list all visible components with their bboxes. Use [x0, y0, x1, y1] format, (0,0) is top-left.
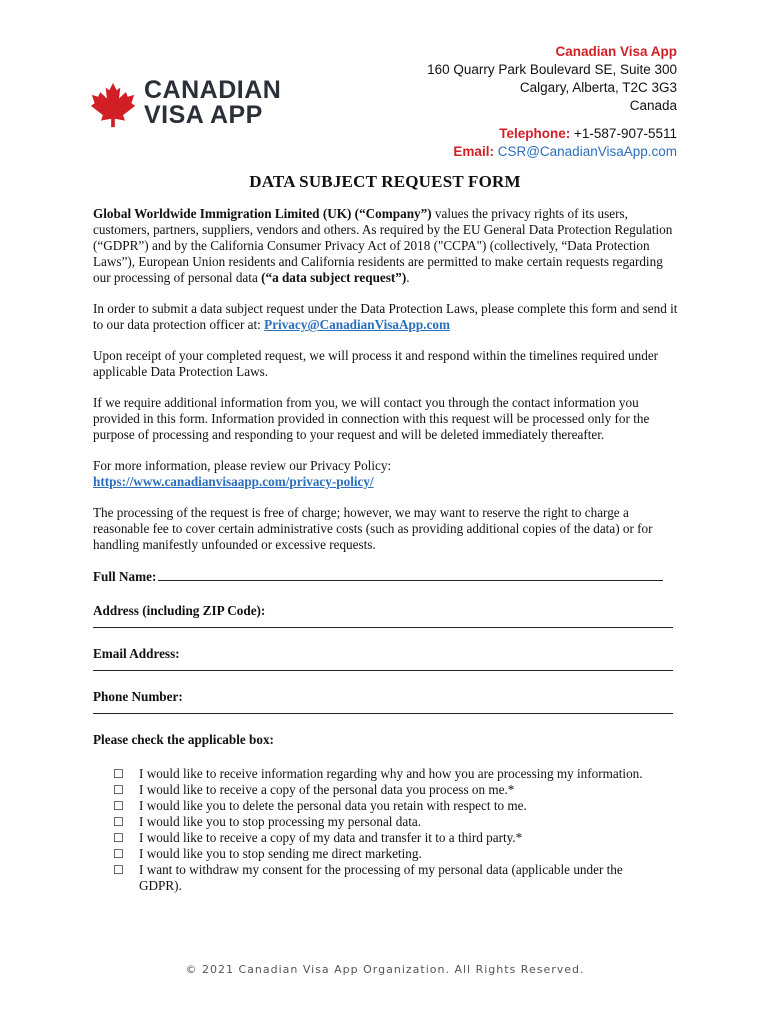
maple-leaf-icon — [90, 82, 136, 128]
checkbox[interactable]: ☐ — [113, 783, 124, 797]
checkbox[interactable]: ☐ — [113, 831, 124, 845]
phone-input-line[interactable] — [93, 705, 673, 714]
additional-info-paragraph: If we require additional information from you, we will contact you through the contact information you provided in this form. Information provided in connection with this request will be processed only for the purpose of processing and responding to your request and will be deleted immediately thereafter. — [93, 395, 650, 442]
telephone-value: +1-587-907-5511 — [574, 126, 677, 141]
address-input-line[interactable] — [93, 619, 673, 628]
full-name-input-line[interactable] — [158, 568, 663, 581]
form-title: DATA SUBJECT REQUEST FORM — [249, 172, 521, 191]
checklist-item — [113, 862, 678, 894]
phone-number-label: Phone Number: — [93, 689, 183, 704]
company-address-block — [427, 43, 677, 161]
checklist-item — [113, 830, 678, 846]
more-info-paragraph — [93, 458, 678, 490]
full-name-field — [93, 568, 678, 585]
request-checklist — [113, 766, 678, 894]
address-field — [93, 603, 678, 628]
email-value[interactable]: CSR@CanadianVisaApp.com — [497, 144, 677, 159]
checklist-item-text: I would like to receive information regarding why and how you are processing my information. — [139, 766, 643, 781]
checklist-item-text: I want to withdraw my consent for the processing of my personal data (applicable under the GDPR). — [139, 862, 623, 893]
telephone-line — [427, 125, 677, 143]
intro-paragraph — [93, 206, 678, 286]
address-line-2: Calgary, Alberta, T2C 3G3 — [519, 80, 677, 95]
company-logo — [90, 76, 290, 136]
checklist-item — [113, 798, 678, 814]
checklist-item-text: I would like to receive a copy of the personal data you process on me.* — [139, 782, 515, 797]
checklist-item — [113, 782, 678, 798]
checklist-item-text: I would like you to stop sending me direct marketing. — [139, 846, 422, 861]
more-info-text: For more information, please review our Privacy Policy: — [93, 458, 392, 473]
checklist-item — [113, 766, 678, 782]
intro-end: . — [406, 270, 410, 285]
checklist-item-text: I would like you to delete the personal data you retain with respect to me. — [139, 798, 527, 813]
address-line-1: 160 Quarry Park Boulevard SE, Suite 300 — [427, 62, 677, 77]
checklist-item-text: I would like to receive a copy of my data and transfer it to a third party.* — [139, 830, 523, 845]
submit-paragraph — [93, 301, 678, 333]
privacy-policy-link[interactable]: https://www.canadianvisaapp.com/privacy-policy/ — [93, 474, 374, 489]
checklist-item-text: I would like you to stop processing my personal data. — [139, 814, 422, 829]
checkbox[interactable]: ☐ — [113, 863, 124, 877]
checklist-item — [113, 846, 678, 862]
email-label: Email: — [453, 144, 494, 159]
logo-line-1: CANADIAN — [144, 76, 282, 104]
email-line — [427, 143, 677, 161]
intro-term: (“a data subject request”) — [261, 270, 407, 285]
intro-text: values the privacy rights of its users, customers, partners, suppliers, vendors and others. As required by the EU General Data Protection Regulation (“GDPR”) and by the California Consumer Privacy Act of 2018 ("CCPA") (collectively, “Data Protection Laws”), European Union residents and California residents are permitted to make certain requests regarding our processing of personal data — [93, 206, 673, 285]
logo-line-2: VISA APP — [144, 101, 263, 129]
phone-field — [93, 689, 678, 714]
checklist-item — [113, 814, 678, 830]
checkbox[interactable]: ☐ — [113, 847, 124, 861]
submit-text: In order to submit a data subject request under the Data Protection Laws, please complete this form and send it to our data protection officer at: — [93, 301, 678, 332]
address-country: Canada — [629, 98, 677, 113]
checkbox[interactable]: ☐ — [113, 815, 124, 829]
email-input-line[interactable] — [93, 662, 673, 671]
checkbox[interactable]: ☐ — [113, 767, 124, 781]
address-label: Address (including ZIP Code): — [93, 603, 266, 618]
checkbox[interactable]: ☐ — [113, 799, 124, 813]
checklist-heading: Please check the applicable box: — [93, 732, 274, 747]
form-body — [93, 206, 678, 894]
page-footer: © 2021 Canadian Visa App Organization. All Rights Reserved. — [185, 963, 585, 976]
receipt-paragraph: Upon receipt of your completed request, we will process it and respond within the timelines required under applicable Data Protection Laws. — [93, 348, 659, 379]
privacy-email-link[interactable]: Privacy@CanadianVisaApp.com — [264, 317, 450, 332]
company-legal-name: Global Worldwide Immigration Limited (UK) (“Company”) — [93, 206, 432, 221]
email-address-label: Email Address: — [93, 646, 180, 661]
email-field — [93, 646, 678, 671]
telephone-label: Telephone: — [499, 126, 571, 141]
logo-wordmark — [144, 78, 281, 128]
company-name: Canadian Visa App — [555, 44, 677, 59]
charge-paragraph: The processing of the request is free of charge; however, we may want to reserve the right to charge a reasonable fee to cover certain administrative costs (such as providing additional copies of the data) or for handling manifestly unfounded or excessive requests. — [93, 505, 653, 552]
full-name-label: Full Name: — [93, 569, 157, 584]
